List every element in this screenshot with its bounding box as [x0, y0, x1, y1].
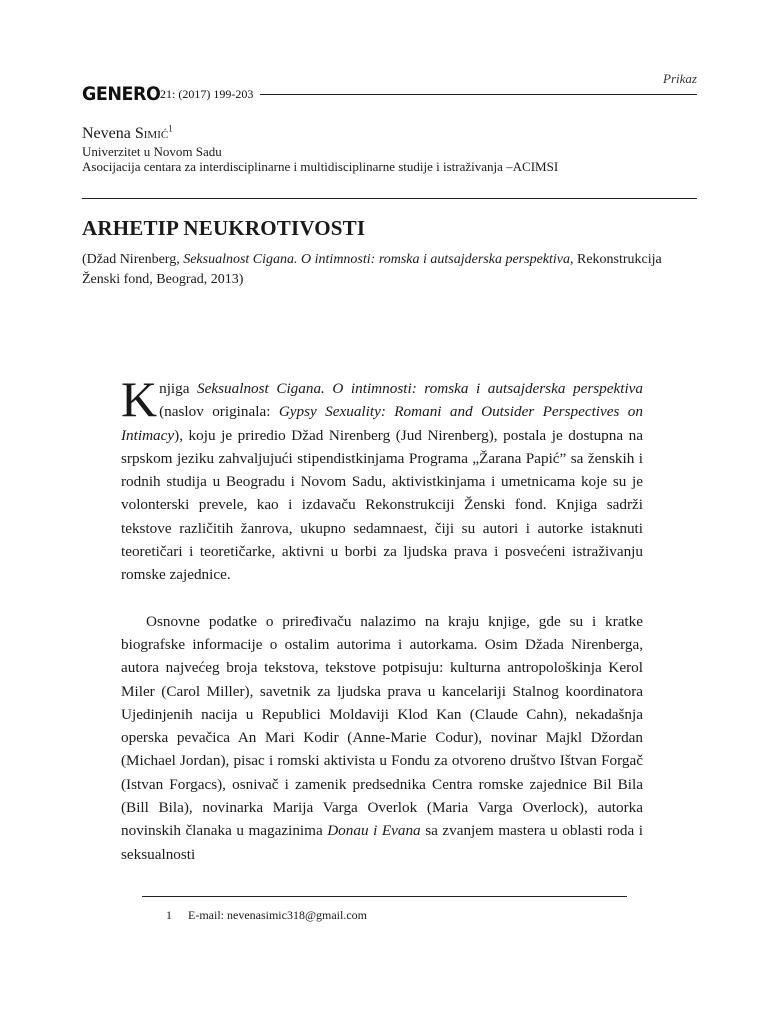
review-suffix: , Rekonstrukcija Ženski fond, Beograd, 2013): [82, 252, 662, 287]
footnote-number: 1: [166, 908, 172, 922]
affiliation-university: Univerzitet u Novom Sadu: [82, 144, 222, 159]
p1-text-2: (naslov originala:: [159, 403, 279, 421]
affiliation-center: Asocijacija centara za interdisciplinarne i multidisciplinarne studije i istraživanja –ACIMSI: [82, 159, 559, 174]
p1-text-3: ), koju je priredio Džad Nirenberg (Jud Nirenberg), postala je dostupna na srpskom jeziku zahvaljujući stipendistkinjama Programa „Žarana Papić” sa ženskih i rodnih studija u Beogradu i Novom Sadu, aktivistkinjama i umetnicama koje su je volonterski prevele, kao i izdavaču Rekonstrukciji Ženski fond. Knjiga sadrži tekstove različitih žanrova, ukupno sedamnaest, čiji su autori i autorke istaknuti teoretičari i teoretičarke, aktivni u borbi za ljudska prava i posvećeni istraživanju romske zajednice.: [121, 426, 643, 584]
reviewed-book-title: Seksualnost Cigana. O intimnosti: romska i autsajderska perspektiva: [183, 252, 570, 267]
p2-text-1: Osnovne podatke o priređivaču nalazimo na kraju knjige, gde su i kratke biografske informacije o ostalim autorima i autorkama. Osim Džada Nirenberga, autora najvećeg broja tekstova, tekstove potpisuju: kulturna antropološkinja Kerol Miler (Carol Miller), savetnik za ljudska prava u kancelariji Stalnog koordinatora Ujedinjenih nacija u Republici Moldaviji Klod Kan (Claude Cahn), nekadašnja operska pevačica An Mari Kodir (Anne-Marie Codur), novinar Majkl Džordan (Michael Jordan), pisac i romski aktivista u Fondu za otvoreno društvo Ištvan Forgač (Istvan Forgacs), osnivač i zamenik predsednika Centra romske zajednice Bil Bila (Bill Bila), novinarka Marija Varga Overlok (Maria Varga Overlock), autorka novinskih članaka u magazinima: [121, 612, 643, 840]
journal-citation: 21: (2017) 199-203: [160, 87, 254, 101]
paragraph-2: [121, 610, 643, 866]
drop-cap: K: [121, 371, 158, 427]
p2-text-2: sa zvanjem mastera u oblasti roda i seksualnosti: [121, 822, 643, 863]
footnote: [166, 908, 367, 923]
section-label: Prikaz: [663, 71, 697, 86]
footnote-divider: [142, 896, 627, 897]
article-title: ARHETIP NEUKROTIVOSTI: [82, 216, 366, 240]
author-surname: Simić: [134, 125, 169, 142]
paragraph-1: [121, 371, 643, 587]
masthead-rule: [260, 94, 697, 95]
article-body: [121, 371, 643, 866]
reviewed-book-reference: [82, 250, 697, 290]
author-block: [82, 124, 697, 174]
author-name: [82, 124, 697, 144]
footnote-email: E-mail: nevenasimic318@gmail.com: [188, 908, 368, 922]
p1-text-1: njiga: [159, 380, 198, 397]
header-divider: [82, 198, 697, 199]
review-prefix: (Džad Nirenberg,: [82, 252, 184, 267]
journal-logo: GENERO: [82, 83, 161, 105]
author-footnote-mark: 1: [168, 123, 173, 134]
author-first-name: Nevena: [82, 125, 131, 142]
masthead: [82, 83, 697, 105]
p2-magazine-names: Donau i Evana: [327, 822, 421, 840]
p1-original-title: Gypsy Sexuality: Romani and Outsider Perspectives on Intimacy: [121, 403, 643, 444]
p1-book-title: Seksualnost Cigana. O intimnosti: romska i autsajderska perspektiva: [197, 380, 643, 397]
